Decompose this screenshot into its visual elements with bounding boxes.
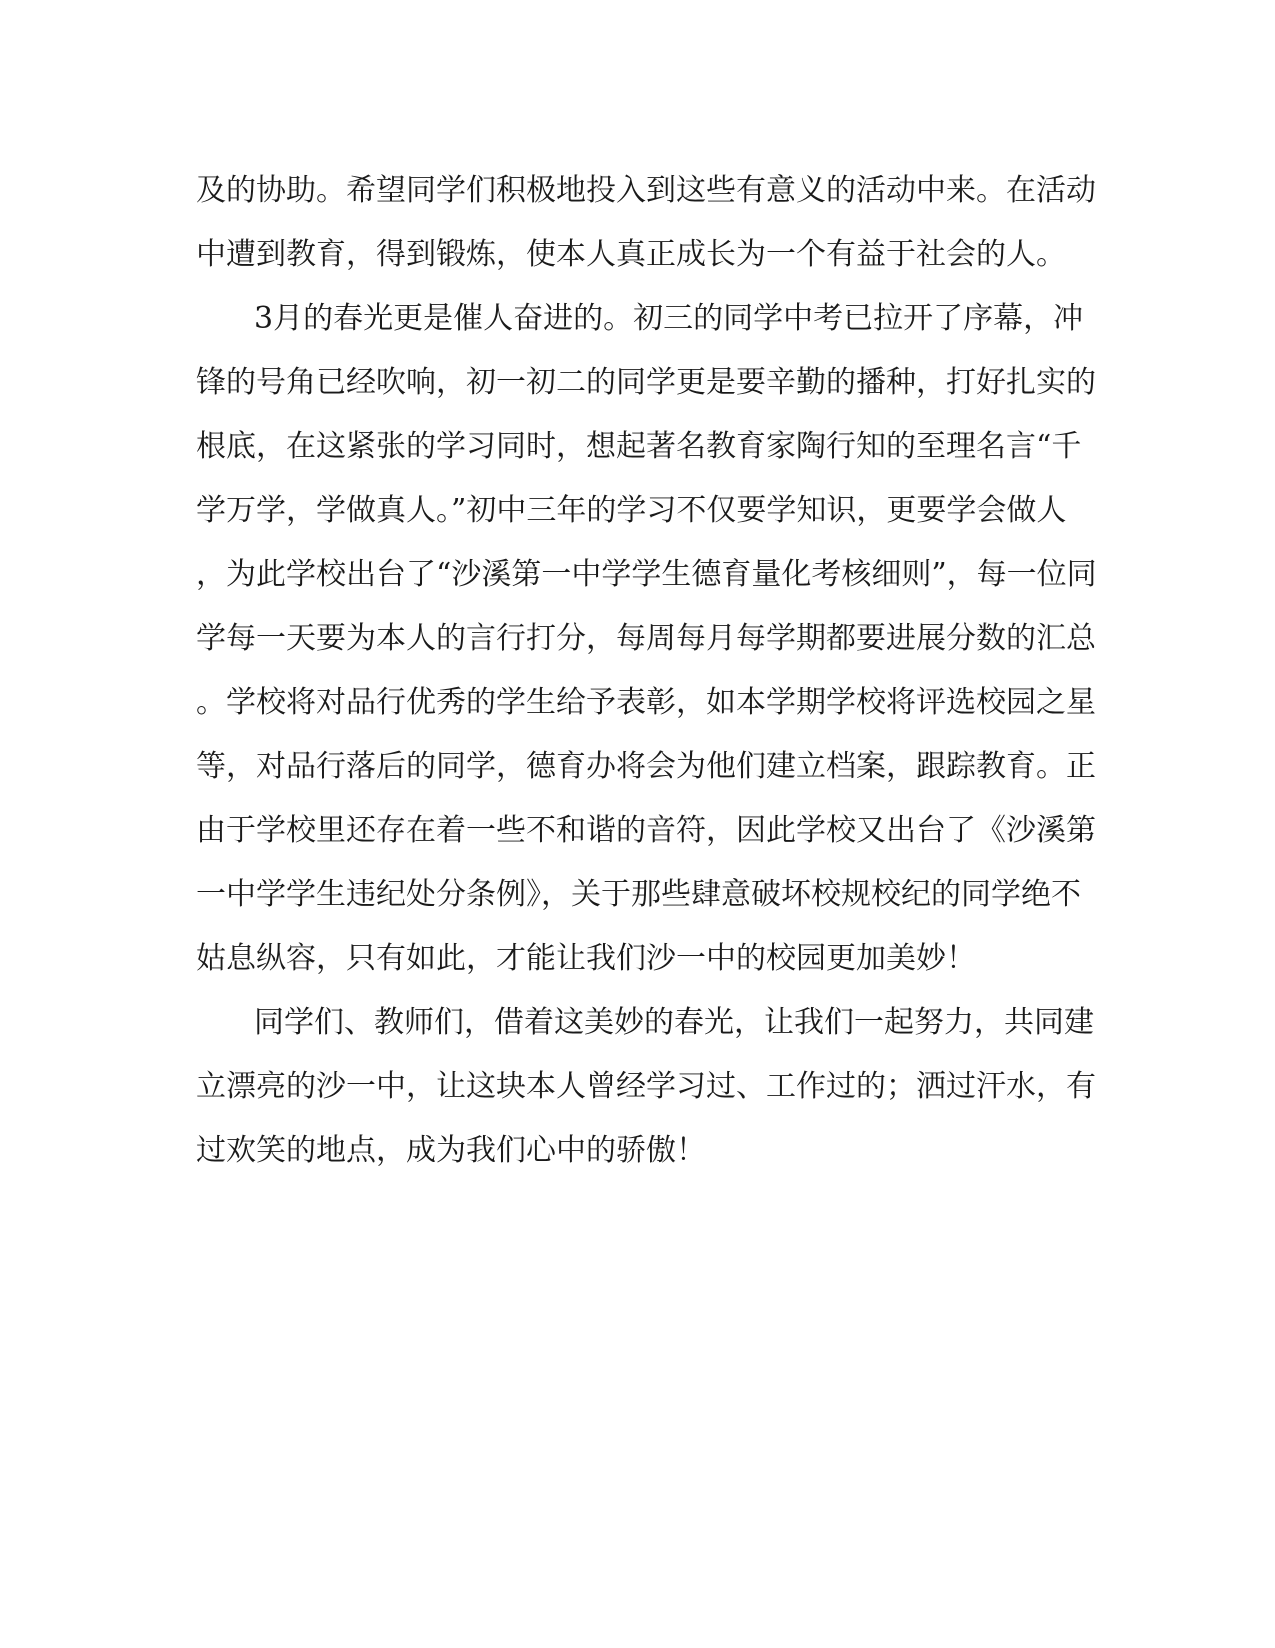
paragraph-line: 姑息纵容，只有如此，才能让我们沙一中的校园更加美妙！ bbox=[196, 941, 976, 976]
paragraph-1 bbox=[196, 159, 1096, 287]
paragraph-line: 一中学学生违纪处分条例》，关于那些肆意破坏校规校纪的同学绝不 bbox=[196, 877, 1081, 912]
paragraph-line: 及的协助。希望同学们积极地投入到这些有意义的活动中来。在活动 bbox=[196, 173, 1096, 208]
paragraph-line: 立漂亮的沙一中，让这块本人曾经学习过、工作过的；洒过汗水，有 bbox=[196, 1069, 1096, 1104]
paragraph-line: ，为此学校出台了“沙溪第一中学学生德育量化考核细则”，每一位同 bbox=[196, 557, 1097, 592]
paragraph-line: 锋的号角已经吹响，初一初二的同学更是要辛勤的播种，打好扎实的 bbox=[196, 365, 1096, 400]
paragraph-line: 过欢笑的地点，成为我们心中的骄傲！ bbox=[196, 1133, 706, 1168]
paragraph-line: 学每一天要为本人的言行打分，每周每月每学期都要进展分数的汇总 bbox=[196, 621, 1096, 656]
paragraph-line: 中遭到教育，得到锻炼，使本人真正成长为一个有益于社会的人。 bbox=[196, 237, 1066, 272]
paragraph-line: 等，对品行落后的同学，德育办将会为他们建立档案，跟踪教育。正 bbox=[196, 749, 1096, 784]
paragraph-line: 同学们、教师们，借着这美妙的春光，让我们一起努力，共同建 bbox=[254, 1005, 1094, 1040]
document-body bbox=[196, 159, 1097, 1183]
paragraph-line: 由于学校里还存在着一些不和谐的音符，因此学校又出台了《沙溪第 bbox=[196, 813, 1096, 848]
paragraph-line: 根底，在这紧张的学习同时，想起著名教育家陶行知的至理名言“千 bbox=[196, 429, 1082, 464]
paragraph-2 bbox=[196, 287, 1097, 991]
paragraph-line: 3月的春光更是催人奋进的。初三的同学中考已拉开了序幕，冲 bbox=[254, 301, 1084, 336]
paragraph-3 bbox=[196, 991, 1096, 1183]
paragraph-line: 学万学，学做真人。”初中三年的学习不仅要学知识，更要学会做人 bbox=[196, 493, 1067, 528]
paragraph-line: 。学校将对品行优秀的学生给予表彰，如本学期学校将评选校园之星 bbox=[196, 685, 1096, 720]
